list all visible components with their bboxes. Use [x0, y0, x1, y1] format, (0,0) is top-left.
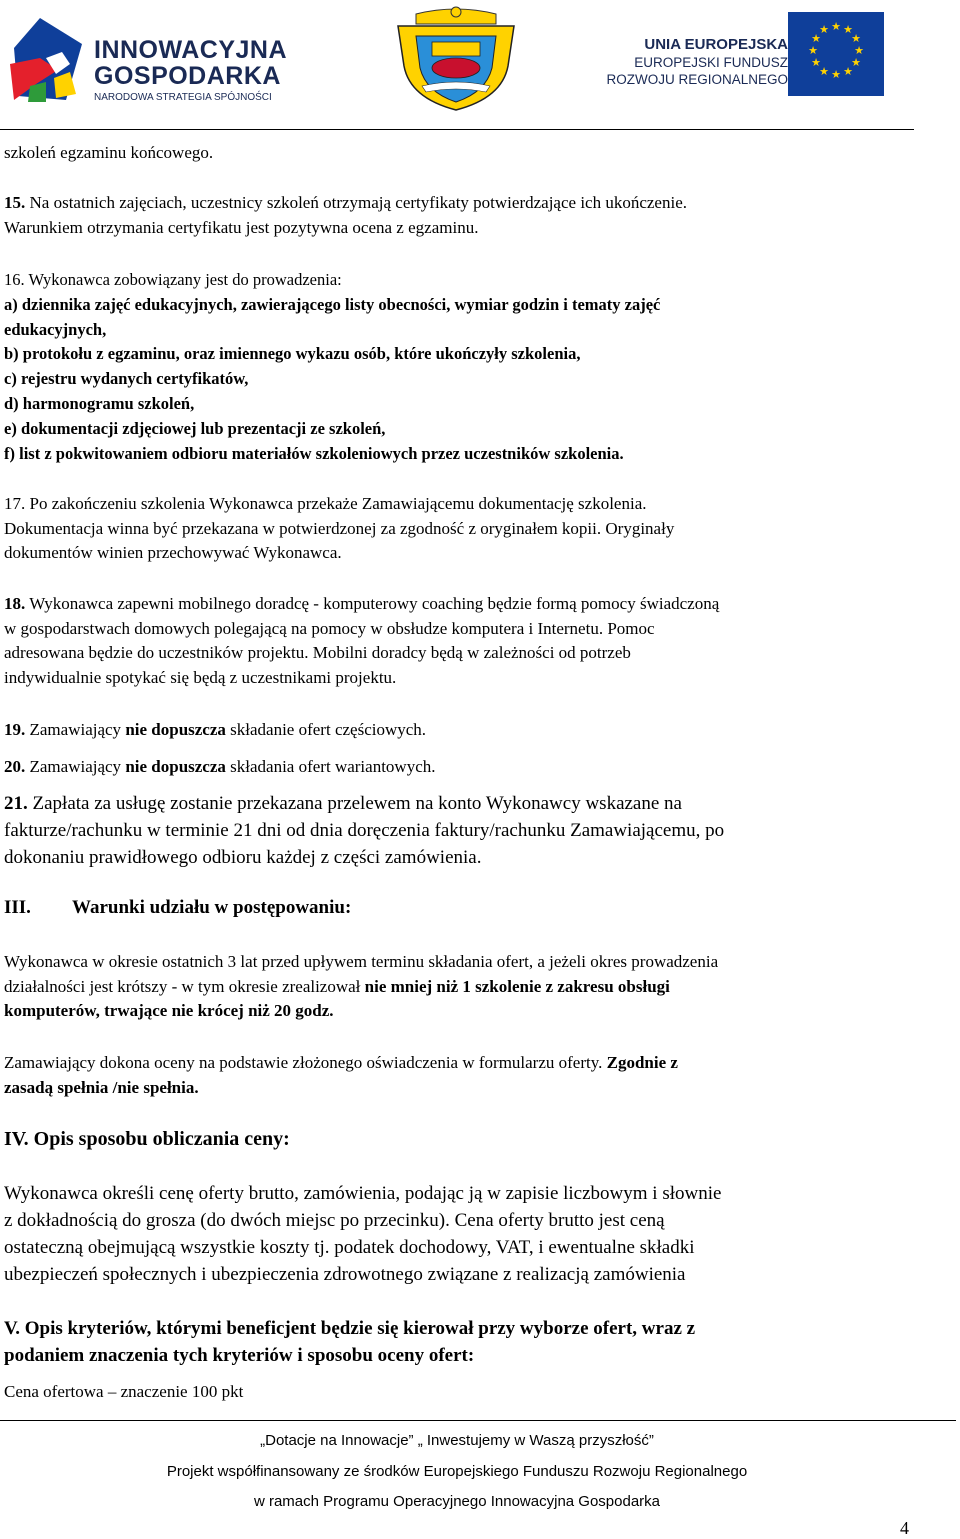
coat-of-arms-icon	[392, 6, 520, 114]
svg-text:★: ★	[819, 23, 829, 36]
s4-line1: Wykonawca określi cenę oferty brutto, zamówienia, podając ją w zapisie liczbowym i słownie	[4, 1183, 722, 1204]
section4-title: IV. Opis sposobu obliczania ceny:	[4, 1128, 290, 1150]
p19-emphasis: nie dopuszcza	[125, 720, 226, 739]
p20-emphasis: nie dopuszcza	[125, 757, 226, 776]
eu-stars-icon	[788, 12, 884, 96]
p21-line1: Zapłata za usługę zostanie przekazana przelewem na konto Wykonawcy wskazane na	[27, 793, 682, 814]
strategy-star-icon	[10, 14, 86, 104]
eu-line2: EUROPEJSKI FUNDUSZ	[634, 55, 788, 70]
paragraph-17	[4, 492, 913, 566]
p18-line3: adresowana będzie do uczestników projektu. Mobilni doradcy będą w zależności od potrzeb	[4, 643, 631, 662]
innowacyjna-gospodarka-logo	[10, 14, 300, 104]
p19-number: 19.	[4, 720, 26, 739]
svg-text:★: ★	[843, 65, 853, 78]
p15-number: 15.	[4, 193, 26, 212]
logo-line2: GOSPODARKA	[94, 62, 281, 90]
footer-line3: w ramach Programu Operacyjnego Innowacyjna Gospodarka	[253, 1493, 661, 1510]
eu-logo-text	[598, 36, 788, 88]
p16-c: c) rejestru wydanych certyfikatów,	[4, 369, 249, 389]
svg-text:★: ★	[831, 68, 841, 81]
p16-a: a) dziennika zajęć edukacyjnych, zawierającego listy obecności, wymiar godzin i tematy zajęć	[4, 294, 661, 314]
p16-d: d) harmonogramu szkoleń,	[4, 393, 195, 413]
svg-text:★: ★	[843, 23, 853, 36]
paragraph-15	[4, 191, 913, 240]
p18-number: 18.	[4, 594, 26, 613]
p20-number: 20.	[4, 757, 26, 776]
s3-t1-line2a: działalności jest krótszy - w tym okresie zrealizował	[4, 976, 365, 996]
logo-line1: INNOWACYJNA	[94, 36, 288, 64]
svg-text:★: ★	[851, 32, 861, 45]
p16-b: b) protokołu z egzaminu, oraz imiennego wykazu osób, które ukończyły szkolenia,	[4, 344, 581, 364]
eu-line3: ROZWOJU REGIONALNEGO	[606, 72, 788, 87]
paragraph-18	[4, 592, 913, 690]
page-number: 4	[900, 1518, 909, 1538]
section3-text1	[4, 950, 913, 1024]
coat-of-arms-logo	[392, 6, 520, 114]
p16-a2: edukacyjnych,	[4, 319, 107, 339]
footer-divider	[0, 1420, 956, 1421]
p17-line2: Dokumentacja winna być przekazana w potwierdzonej za zgodność z oryginałem kopii. Oryginały	[4, 518, 675, 538]
s4-line3: ostateczną obejmującą wszystkie koszty tj. podatek dochodowy, VAT, i ewentualne składki	[4, 1237, 695, 1258]
s3-t2-line2: zasadą spełnia /nie spełnia.	[4, 1077, 199, 1097]
section4-text	[4, 1180, 913, 1288]
section3-text2	[4, 1051, 913, 1100]
s3-t1-line1: Wykonawca w okresie ostatnich 3 lat przed upływem terminu składania ofert, a jeżeli okres prowadzenia	[4, 952, 719, 971]
footer-line2: Projekt współfinansowany ze środków Europejskiego Funduszu Rozwoju Regionalnego	[166, 1463, 748, 1480]
section3-title: Warunki udziału w postępowaniu:	[72, 897, 352, 918]
p21-number: 21.	[4, 793, 28, 814]
p16-intro: 16. Wykonawca zobowiązany jest do prowadzenia:	[4, 270, 342, 289]
s3-t1-line2b: nie mniej niż 1 szkolenie z zakresu obsługi	[364, 976, 670, 996]
paragraph-20	[4, 755, 913, 780]
svg-text:★: ★	[808, 44, 818, 57]
p19-text-a: Zamawiający	[25, 720, 126, 739]
s3-t2-line1b: Zgodnie z	[606, 1053, 678, 1072]
s5-line2: podaniem znaczenia tych kryteriów i sposobu oceny ofert:	[4, 1345, 475, 1366]
p18-line1: Wykonawca zapewni mobilnego doradcę - komputerowy coaching będzie formą pomocy świadczoną	[25, 594, 720, 613]
svg-text:★: ★	[831, 20, 841, 33]
p16-e: e) dokumentacji zdjęciowej lub prezentacji ze szkoleń,	[4, 418, 386, 438]
s5-line1: V. Opis kryteriów, którymi beneficjent będzie się kierował przy wyborze ofert, wraz z	[4, 1318, 696, 1339]
p16-f: f) list z pokwitowaniem odbioru materiałów szkoleniowych przez uczestników szkolenia.	[4, 443, 624, 463]
paragraph-21	[4, 790, 913, 871]
p21-line3: dokonaniu prawidłowego odbioru każdej z części zamówienia.	[4, 847, 482, 868]
s3-t1-line3: komputerów, trwające nie krócej niż 20 godz.	[4, 1001, 334, 1020]
svg-text:★: ★	[819, 65, 829, 78]
p14-tail: szkoleń egzaminu końcowego.	[4, 143, 214, 162]
svg-text:★: ★	[811, 32, 821, 45]
p19-text-c: składanie ofert częściowych.	[225, 720, 427, 739]
header-divider	[0, 129, 914, 130]
section5-heading	[4, 1315, 913, 1369]
paragraph-16	[4, 268, 913, 466]
s3-t2-line1a: Zamawiający dokona oceny na podstawie złożonego oświadczenia w formularzu oferty.	[4, 1053, 607, 1072]
p15-line2: Warunkiem otrzymania certyfikatu jest pozytywna ocena z egzaminu.	[4, 217, 479, 237]
section3-number: III.	[4, 897, 31, 918]
paragraph-19	[4, 718, 913, 743]
p17-line3: dokumentów winien przechowywać Wykonawca.	[4, 543, 342, 562]
footer-line1: „Dotacje na Innowacje” „ Inwestujemy w Waszą przyszłość”	[260, 1432, 654, 1449]
s5-line3: Cena ofertowa – znaczenie 100 pkt	[4, 1382, 244, 1401]
p15-line1: Na ostatnich zajęciach, uczestnicy szkoleń otrzymają certyfikaty potwierdzające ich ukończenie.	[25, 193, 687, 212]
s4-line2: z dokładnością do grosza (do dwóch miejsc po przecinku). Cena oferty brutto jest ceną	[4, 1210, 665, 1231]
p18-line4: indywidualnie spotykać się będą z uczestnikami projektu.	[4, 667, 397, 687]
svg-text:★: ★	[811, 56, 821, 69]
p21-line2: fakturze/rachunku w terminie 21 dni od dnia doręczenia faktury/rachunku Zamawiającemu, po	[4, 820, 725, 841]
p20-text-c: składania ofert wariantowych.	[225, 757, 436, 776]
p17-line1: 17. Po zakończeniu szkolenia Wykonawca przekaże Zamawiającemu dokumentację szkolenia.	[4, 494, 647, 513]
eu-line1: UNIA EUROPEJSKA	[644, 36, 788, 53]
svg-text:★: ★	[854, 44, 864, 57]
p20-text-a: Zamawiający	[25, 757, 126, 776]
logo-line3: NARODOWA STRATEGIA SPÓJNOŚCI	[94, 92, 272, 103]
svg-text:★: ★	[851, 56, 861, 69]
eu-flag-icon	[788, 12, 884, 96]
p18-line2: w gospodarstwach domowych polegającą na pomocy w obsłudze komputera i Internetu. Pomoc	[4, 618, 655, 638]
s4-line4: ubezpieczeń społecznych i ubezpieczenia zdrowotnego związane z realizacją zamówienia	[4, 1264, 686, 1285]
